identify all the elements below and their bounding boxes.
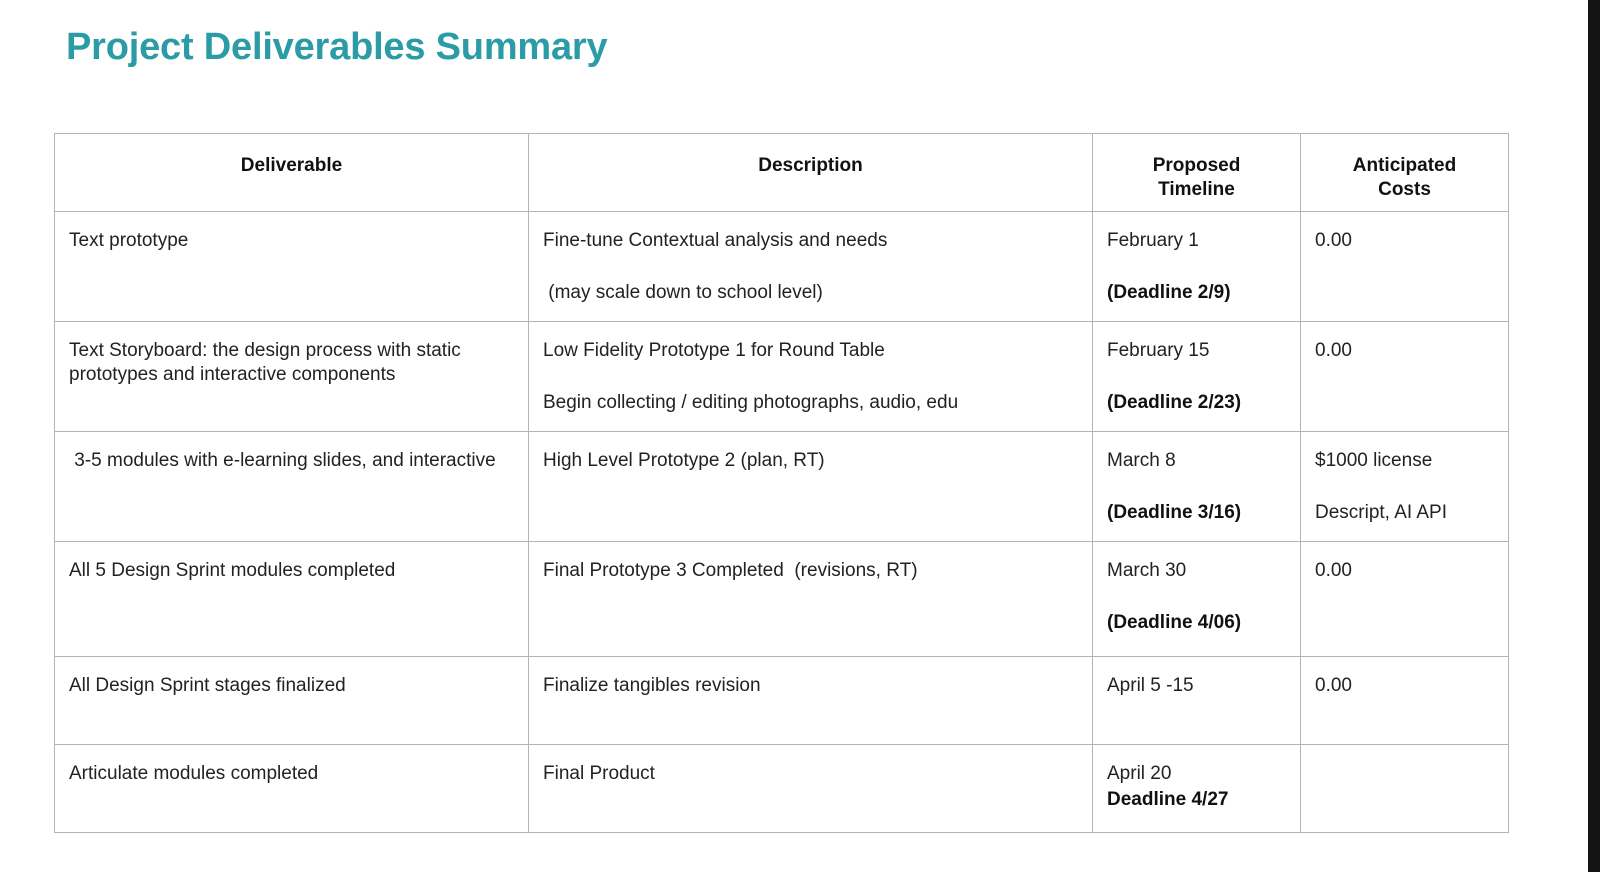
cell-deliverable bbox=[55, 212, 529, 322]
deliverable-text: Text Storyboard: the design process with static prototypes and interactive components bbox=[69, 340, 467, 386]
cell-deliverable bbox=[55, 745, 529, 833]
column-header-anticipated-costs-line1: Anticipated bbox=[1352, 155, 1457, 176]
cell-timeline bbox=[1093, 657, 1301, 745]
cell-costs bbox=[1301, 432, 1509, 542]
cell-costs bbox=[1301, 745, 1509, 833]
cell-description bbox=[529, 322, 1093, 432]
timeline-deadline: (Deadline 2/23) bbox=[1107, 392, 1242, 414]
column-header-anticipated-costs bbox=[1301, 134, 1509, 212]
deliverable-text: 3-5 modules with e-learning slides, and interactive bbox=[69, 450, 496, 471]
description-primary: Final Prototype 3 Completed (revisions, RT) bbox=[543, 560, 918, 581]
description-secondary: (may scale down to school level) bbox=[543, 282, 823, 304]
right-edge-strip bbox=[1588, 0, 1600, 872]
timeline-date: April 5 -15 bbox=[1107, 675, 1194, 696]
table-header bbox=[55, 134, 1509, 212]
costs-primary: 0.00 bbox=[1315, 560, 1352, 581]
column-header-deliverable: Deliverable bbox=[55, 134, 529, 212]
deliverable-text: All Design Sprint stages finalized bbox=[69, 675, 346, 696]
cell-description bbox=[529, 657, 1093, 745]
deliverables-table bbox=[54, 133, 1509, 833]
timeline-deadline: (Deadline 2/9) bbox=[1107, 282, 1231, 304]
column-header-proposed-timeline-line2: Timeline bbox=[1158, 178, 1235, 200]
cell-costs bbox=[1301, 657, 1509, 745]
description-primary: Low Fidelity Prototype 1 for Round Table bbox=[543, 340, 885, 361]
description-primary: Finalize tangibles revision bbox=[543, 675, 761, 696]
cell-timeline bbox=[1093, 542, 1301, 657]
cell-deliverable bbox=[55, 322, 529, 432]
table-row bbox=[55, 212, 1509, 322]
column-header-proposed-timeline bbox=[1093, 134, 1301, 212]
timeline-date: March 30 bbox=[1107, 560, 1187, 581]
timeline-date: March 8 bbox=[1107, 450, 1176, 471]
cell-deliverable bbox=[55, 657, 529, 745]
timeline-date: February 15 bbox=[1107, 340, 1210, 361]
cell-description bbox=[529, 212, 1093, 322]
table-row bbox=[55, 745, 1509, 833]
cell-costs bbox=[1301, 322, 1509, 432]
table-row bbox=[55, 657, 1509, 745]
timeline-date: February 1 bbox=[1107, 230, 1199, 251]
column-header-description: Description bbox=[529, 134, 1093, 212]
cell-description bbox=[529, 432, 1093, 542]
table-header-row bbox=[55, 134, 1509, 212]
description-primary: Fine-tune Contextual analysis and needs bbox=[543, 230, 888, 251]
table-body bbox=[55, 212, 1509, 833]
deliverable-text: Text prototype bbox=[69, 230, 189, 251]
deliverable-text: Articulate modules completed bbox=[69, 763, 319, 784]
costs-primary: $1000 license bbox=[1315, 450, 1433, 471]
costs-secondary: Descript, AI API bbox=[1315, 502, 1447, 524]
description-primary: Final Product bbox=[543, 763, 655, 784]
description-secondary: Begin collecting / editing photographs, audio, edu bbox=[543, 392, 959, 414]
costs-primary: 0.00 bbox=[1315, 675, 1352, 696]
cell-deliverable bbox=[55, 542, 529, 657]
timeline-deadline: (Deadline 4/06) bbox=[1107, 612, 1242, 634]
cell-deliverable bbox=[55, 432, 529, 542]
cell-description bbox=[529, 745, 1093, 833]
table-row bbox=[55, 432, 1509, 542]
costs-primary: 0.00 bbox=[1315, 340, 1352, 361]
timeline-date: April 20 bbox=[1107, 763, 1172, 784]
costs-primary: 0.00 bbox=[1315, 230, 1352, 251]
timeline-deadline: (Deadline 3/16) bbox=[1107, 502, 1242, 524]
page-title: Project Deliverables Summary bbox=[66, 26, 608, 68]
deliverables-table-container bbox=[54, 133, 1508, 833]
description-primary: High Level Prototype 2 (plan, RT) bbox=[543, 450, 825, 471]
column-header-anticipated-costs-line2: Costs bbox=[1378, 178, 1431, 200]
cell-timeline bbox=[1093, 212, 1301, 322]
cell-description bbox=[529, 542, 1093, 657]
timeline-deadline: Deadline 4/27 bbox=[1107, 789, 1229, 811]
deliverable-text: All 5 Design Sprint modules completed bbox=[69, 560, 396, 581]
cell-timeline bbox=[1093, 745, 1301, 833]
cell-timeline bbox=[1093, 322, 1301, 432]
cell-costs bbox=[1301, 212, 1509, 322]
table-row bbox=[55, 322, 1509, 432]
cell-timeline bbox=[1093, 432, 1301, 542]
table-row bbox=[55, 542, 1509, 657]
column-header-proposed-timeline-line1: Proposed bbox=[1152, 155, 1241, 176]
cell-costs bbox=[1301, 542, 1509, 657]
